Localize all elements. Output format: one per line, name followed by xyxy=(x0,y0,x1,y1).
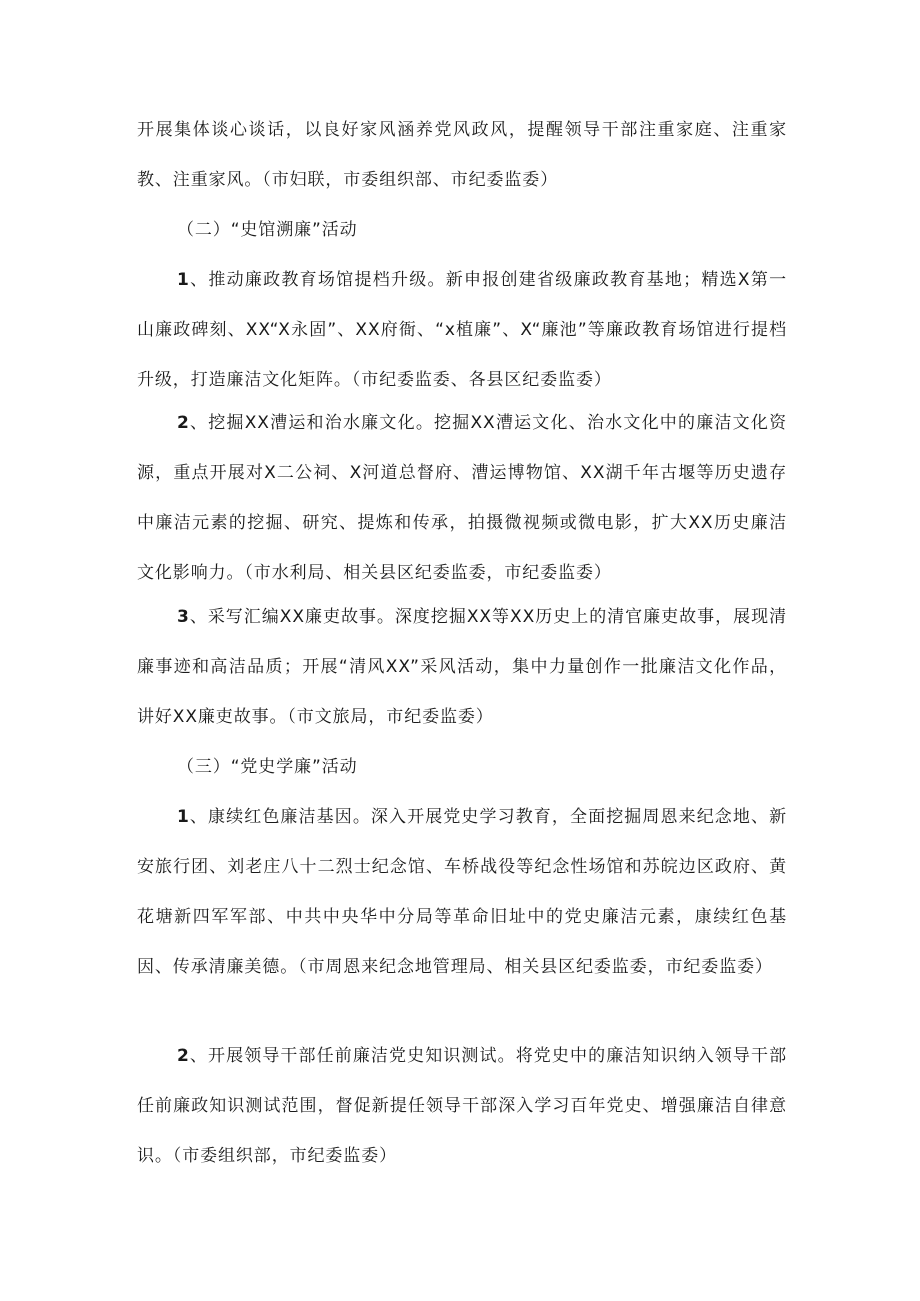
item-text: 、挖掘XX漕运和治水廉文化。挖掘XX漕运文化、治水文化中的廉洁文化资源，重点开展对X二公祠、X河道总督府、漕运博物馆、XX湖千年古堰等历史遗存中廉洁元素的挖掘、研究、提炼和传承，拍摄微视频或微电影，扩大XX历史廉洁文化影响力。（市水利局、相关县区纪委监委，市纪委监委） xyxy=(137,413,787,583)
item-text: 、康续红色廉洁基因。深入开展党史学习教育，全面挖掘周恩来纪念地、新安旅行团、刘老庄八十二烈士纪念馆、车桥战役等纪念性场馆和苏皖边区政府、黄花塘新四军军部、中共中央华中分局等革命旧址中的党史廉洁元素，康续红色基因、传承清廉美德。（市周恩来纪念地管理局、相关县区纪委监委，市纪委监委） xyxy=(137,807,787,977)
item-text: 、采写汇编XX廉吏故事。深度挖掘XX等XX历史上的清官廉吏故事，展现清廉事迹和高洁品质；开展“清风XX”采风活动，集中力量创作一批廉洁文化作品，讲好XX廉吏故事。（市文旅局，市纪委监委） xyxy=(137,607,787,727)
item-number: 1 xyxy=(177,807,190,827)
section-heading-3: （三）“党史学廉”活动 xyxy=(177,757,358,777)
section2-item-2 xyxy=(137,398,787,598)
intro-text: 开展集体谈心谈话，以良好家风涵养党风政风，提醒领导干部注重家庭、注重家教、注重家风。（市妇联，市委组织部、市纪委监委） xyxy=(137,120,787,190)
section-heading-2: （二）“史馆溯廉”活动 xyxy=(177,220,358,240)
item-number: 2 xyxy=(177,1046,190,1066)
intro-paragraph xyxy=(137,105,787,205)
item-text: 、推动廉政教育场馆提档升级。新申报创建省级廉政教育基地；精选X第一山廉政碑刻、XX“X永固”、XX府衙、“x植廉”、X“廉池”等廉政教育场馆进行提档升级，打造廉洁文化矩阵。（市纪委监委、各县区纪委监委） xyxy=(137,270,787,390)
item-number: 3 xyxy=(177,607,190,627)
item-text: 、开展领导干部任前廉洁党史知识测试。将党史中的廉洁知识纳入领导干部任前廉政知识测试范围，督促新提任领导干部深入学习百年党史、增强廉洁自律意识。（市委组织部，市纪委监委） xyxy=(137,1046,787,1166)
item-number: 1 xyxy=(177,270,190,290)
item-number: 2 xyxy=(177,413,190,433)
section3-item-2 xyxy=(137,1031,787,1181)
section2-item-3 xyxy=(137,592,787,742)
section3-item-1 xyxy=(137,792,787,992)
section2-item-1 xyxy=(137,255,787,405)
